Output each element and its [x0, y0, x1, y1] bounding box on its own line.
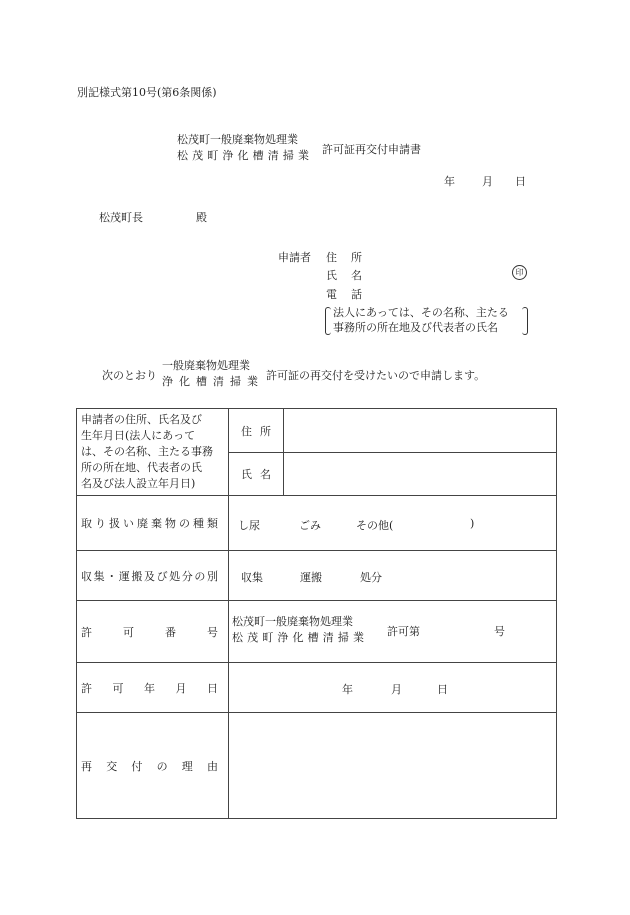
- date-month: 月: [482, 175, 493, 188]
- waste-option-night-soil[interactable]: し尿: [238, 519, 260, 532]
- table-row: [77, 713, 557, 819]
- operation-type-label: 収 集 ・ 運 搬 及 び 処 分 の 別: [77, 551, 229, 601]
- permit-number-label: 許 可 番 号: [77, 601, 229, 663]
- title-suffix: 許可証再交付申請書: [322, 143, 421, 156]
- table-row: [77, 409, 557, 453]
- applicant-address-label: 住 所: [326, 251, 362, 264]
- waste-type-label: 取 り 扱 い 廃 棄 物 の 種 類: [77, 496, 229, 551]
- title-line1: 松茂町一般廃棄物処理業: [177, 133, 298, 146]
- operation-option-collection[interactable]: 収集: [241, 571, 263, 584]
- date-year: 年: [444, 175, 455, 188]
- date-day: 日: [515, 175, 526, 188]
- name-field[interactable]: [284, 453, 557, 496]
- seal-mark: 印: [512, 265, 527, 280]
- name-cell-label: 氏 名: [229, 453, 284, 496]
- applicant-name-label: 氏 名: [326, 269, 362, 282]
- addressee-name: 松茂町長: [99, 211, 143, 224]
- permit-date-day: 日: [437, 683, 448, 696]
- table-row: [77, 663, 557, 713]
- permit-number-prefix: 許可第: [387, 625, 420, 638]
- document-title: [177, 132, 309, 164]
- statement-prefix: 次のとおり: [102, 369, 157, 382]
- table-row: [77, 601, 557, 663]
- statement-suffix: 許可証の再交付を受けたいので申請します。: [266, 369, 486, 382]
- operation-option-transport[interactable]: 運搬: [300, 571, 322, 584]
- permit-number-suffix: 号: [494, 625, 505, 638]
- permit-date-year: 年: [342, 683, 353, 696]
- waste-option-garbage[interactable]: ごみ: [299, 519, 321, 532]
- statement-business-type: 一般廃棄物処理業 浄 化 槽 清 掃 業: [162, 359, 258, 388]
- permit-number-cell[interactable]: [229, 601, 557, 663]
- waste-option-other[interactable]: その他(: [356, 519, 394, 532]
- address-cell-label: 住 所: [229, 409, 284, 453]
- permit-date-cell[interactable]: [229, 663, 557, 713]
- addressee-honorific: 殿: [196, 211, 207, 224]
- waste-option-other-close: ): [470, 517, 475, 530]
- operation-option-disposal[interactable]: 処分: [360, 571, 382, 584]
- application-table: [76, 408, 557, 819]
- address-field[interactable]: [284, 409, 557, 453]
- applicant-label: 申請者: [278, 251, 311, 264]
- title-line2: 松 茂 町 浄 化 槽 清 掃 業: [177, 149, 309, 162]
- corporate-note: 法人にあっては、その名称、主たる 事務所の所在地及び代表者の氏名: [333, 306, 509, 334]
- permit-business-type: 松茂町一般廃棄物処理業 松 茂 町 浄 化 槽 清 掃 業: [232, 615, 364, 644]
- form-number: 別記様式第10号(第6条関係): [77, 86, 217, 99]
- note-left-bracket: [325, 307, 331, 335]
- reissue-reason-field[interactable]: [229, 713, 557, 819]
- reissue-reason-label: 再 交 付 の 理 由: [77, 713, 229, 819]
- applicant-phone-label: 電 話: [326, 288, 362, 301]
- note-right-bracket: [522, 307, 528, 335]
- applicant-info-label: 申請者の住所、氏名及び 生年月日(法人にあって は、その名称、主たる事務 所の所在地、代表者の氏 名及び法人設立年月日): [77, 409, 229, 496]
- operation-type-options[interactable]: [229, 551, 557, 601]
- permit-date-label: 許 可 年 月 日: [77, 663, 229, 713]
- permit-date-month: 月: [391, 683, 402, 696]
- waste-type-options[interactable]: [229, 496, 557, 551]
- table-row: [77, 496, 557, 551]
- table-row: [77, 551, 557, 601]
